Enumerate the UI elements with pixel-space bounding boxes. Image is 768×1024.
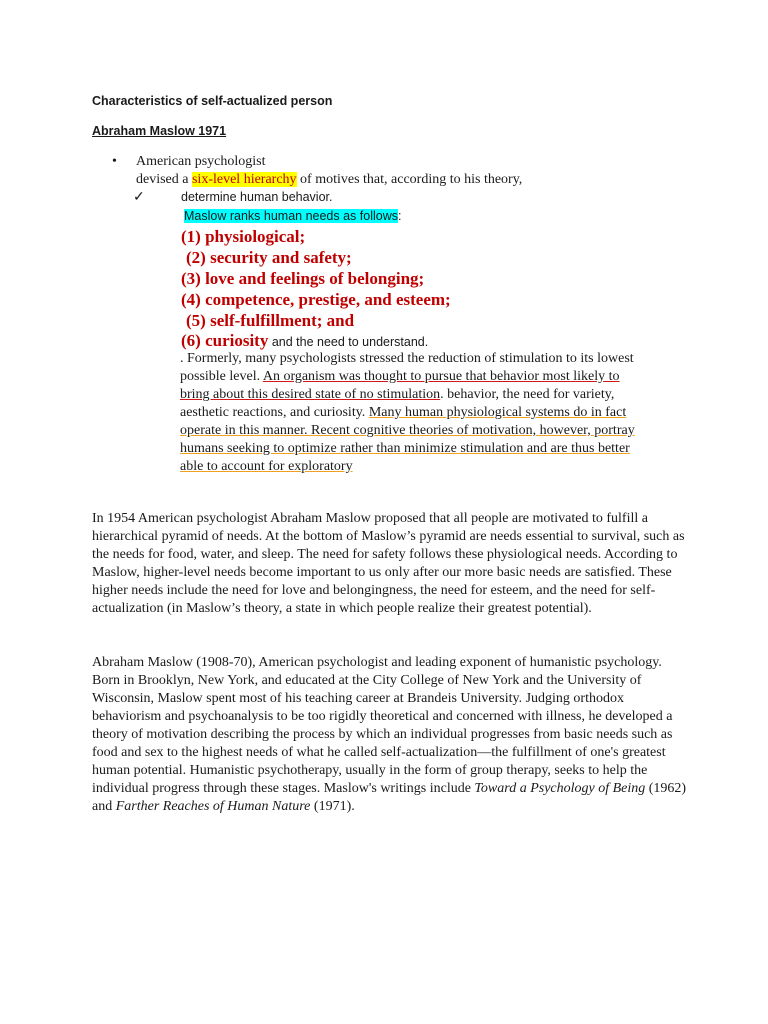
ranks-line [184,209,401,223]
biography-text: Abraham Maslow (1908-70), American psychologist and leading exponent of humanistic psychology. Born in Brooklyn, New York, and educated at the City College of New York and the University of Wisconsin, Maslow spent most of his teaching career at Brandeis University. Judging orthodox behaviorism and psychoanalysis to be too rigidly theoretical and concerned with illness, he developed a theory of motivation describing the process by which an individual progresses from basic needs such as food and sex to the highest needs of what he called self-actualization—the fulfillment of one's greatest human potential. Humanistic psychotherapy, usually in the form of group therapy, seeks to help the individual progress through these stages. Maslow's writings include [92,655,673,796]
need-2: (2) security and safety; [186,248,352,267]
paragraph-biography [92,654,692,816]
checkmark-icon: ✓ [133,190,145,205]
body-line-6: humans seeking to optimize rather than minimize stimulation and are thus better [180,441,630,456]
intro-line-1: American psychologist [136,154,266,169]
need-6-line [181,330,428,351]
need-3: (3) love and feelings of belonging; [181,269,425,288]
body-line-2a: possible level. [180,369,263,384]
body-line-2b: An organism was thought to pursue that behavior most likely to [262,369,620,384]
need-6-tail: and the need to understand. [268,335,429,349]
book-title-1: Toward a Psychology of Being [474,781,646,796]
need-6: (6) curiosity [181,331,269,350]
body-line-3 [180,386,614,404]
check-item: determine human behavior. [181,190,333,204]
need-4: (4) competence, prestige, and esteem; [181,290,451,309]
body-line-3b: . behavior, the need for variety, [440,387,615,402]
body-line-4a: aesthetic reactions, and curiosity. [180,405,369,420]
ranks-line-highlight: Maslow ranks human needs as follows [184,209,398,223]
ranks-colon: : [398,209,402,223]
body-line-5: operate in this manner. Recent cognitive theories of motivation, however, portray [180,423,635,438]
body-line-3a: bring about this desired state of no stimulation [180,387,441,402]
highlighted-phrase: six-level hierarchy [191,172,297,187]
body-line-1: . Formerly, many psychologists stressed the reduction of stimulation to its lowest [180,351,634,366]
intro-line-2-post: of motives that, according to his theory, [296,172,523,187]
document-title: Characteristics of self-actualized person [92,94,333,108]
biography-mid: (1962) and [92,781,687,814]
biography-end: (1971). [310,799,355,814]
body-line-7: able to account for exploratory [180,459,353,474]
bullet-icon: • [112,154,117,169]
body-line-4 [180,404,626,422]
need-1: (1) physiological; [181,227,306,246]
paragraph-1954: In 1954 American psychologist Abraham Maslow proposed that all people are motivated to fulfill a hierarchical pyramid of needs. At the bottom of Maslow’s pyramid are needs essential to survival, such as the needs for food, water, and sleep. The need for safety follows these physiological needs. According to Maslow, higher-level needs become important to us only after our more basic needs are satisfied. These higher needs include the need for love and belongingness, the need for esteem, and the need for self-actualization (in Maslow’s theory, a state in which people realize their greatest potential). [92,511,685,616]
intro-line-2-pre: devised a [136,172,192,187]
body-line-2 [180,368,620,386]
intro-line-2 [136,171,522,189]
author-heading: Abraham Maslow 1971 [92,124,227,138]
book-title-2: Farther Reaches of Human Nature [115,799,311,814]
need-5: (5) self-fulfillment; and [186,311,355,330]
body-line-4b: Many human physiological systems do in fact [368,405,627,420]
